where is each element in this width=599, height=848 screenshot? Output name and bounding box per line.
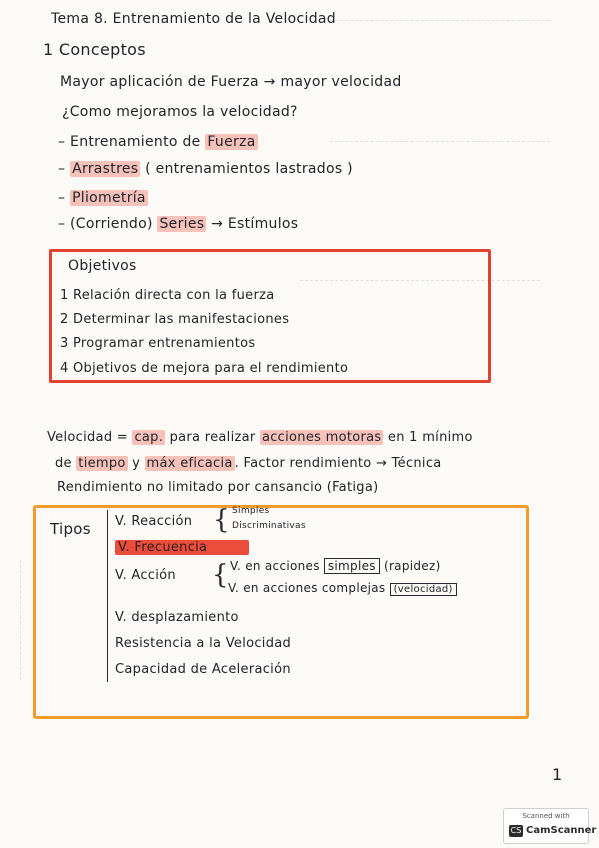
reaction-sub: Discriminativas [232,521,306,531]
action-sub-text: (rapidez) [379,559,441,573]
type-reaction: V. Reacción [115,514,193,529]
scanner-caption: Scanned with [522,812,570,820]
definition-term: Velocidad = [47,430,133,445]
list-item [58,134,258,150]
list-item [58,216,298,232]
highlighted-term: V. Frecuencia [115,540,249,555]
definition-text: en 1 mínimo [383,430,473,445]
definition-text: para realizar [165,430,260,445]
definition-line [55,456,442,471]
highlighted-term: máx eficacia [146,456,233,471]
highlighted-term: acciones motoras [261,430,382,445]
scanner-brand: CamScanner [526,825,597,836]
action-sub-text: V. en acciones complejas [228,581,390,595]
brace-icon: { [212,560,229,590]
type-frequency [115,540,249,555]
type-action: V. Acción [115,568,176,583]
reaction-sub: Simples [232,506,270,516]
types-divider [107,510,108,682]
definition-text: de [55,456,77,471]
highlighted-term: cap. [134,430,164,445]
objective-item: 3 Programar entrenamientos [60,336,256,351]
objectives-title: Objetivos [68,258,137,274]
list-item-suffix: ( entrenamientos lastrados ) [140,161,353,177]
definition-text: y [127,456,145,471]
highlighted-term: Pliometría [72,190,146,206]
list-item [58,161,353,177]
boxed-term: simples [324,558,380,574]
list-item-prefix: – Entrenamiento de [58,134,206,150]
objective-item: 2 Determinar las manifestaciones [60,312,290,327]
definition-line [47,430,473,445]
section-heading: 1 Conceptos [43,40,146,59]
page-number: 1 [552,765,563,784]
action-sub [230,559,441,573]
highlighted-term: Series [159,216,205,232]
definition-text: . Factor rendimiento → Técnica [234,456,442,471]
boxed-term: (velocidad) [390,583,457,596]
type-acceleration: Capacidad de Aceleración [115,662,291,677]
highlighted-term: tiempo [78,456,126,471]
type-displacement: V. desplazamiento [115,610,239,625]
types-label: Tipos [50,520,91,538]
list-item-suffix: → Estímulos [206,216,299,232]
highlighted-term: Arrastres [72,161,139,177]
intro-line: Mayor aplicación de Fuerza → mayor velocidad [60,74,402,90]
page-title: Tema 8. Entrenamiento de la Velocidad [51,11,336,27]
highlighted-term: Fuerza [207,134,256,150]
list-item-prefix: – (Corriendo) [58,216,158,232]
list-item-prefix: – [58,161,71,177]
camscanner-logo-icon: CS [510,826,522,835]
definition-line: Rendimiento no limitado por cansancio (Fatiga) [57,480,379,495]
list-item [58,190,148,206]
action-sub-text: V. en acciones [230,559,324,573]
scanner-watermark [503,808,597,844]
list-item-prefix: – [58,190,71,206]
objective-item: 4 Objetivos de mejora para el rendimiento [60,361,349,376]
question-line: ¿Como mejoramos la velocidad? [62,104,298,120]
objective-item: 1 Relación directa con la fuerza [60,288,275,303]
action-sub [228,581,457,595]
brace-icon: { [213,505,230,535]
type-resistance: Resistencia a la Velocidad [115,636,292,651]
